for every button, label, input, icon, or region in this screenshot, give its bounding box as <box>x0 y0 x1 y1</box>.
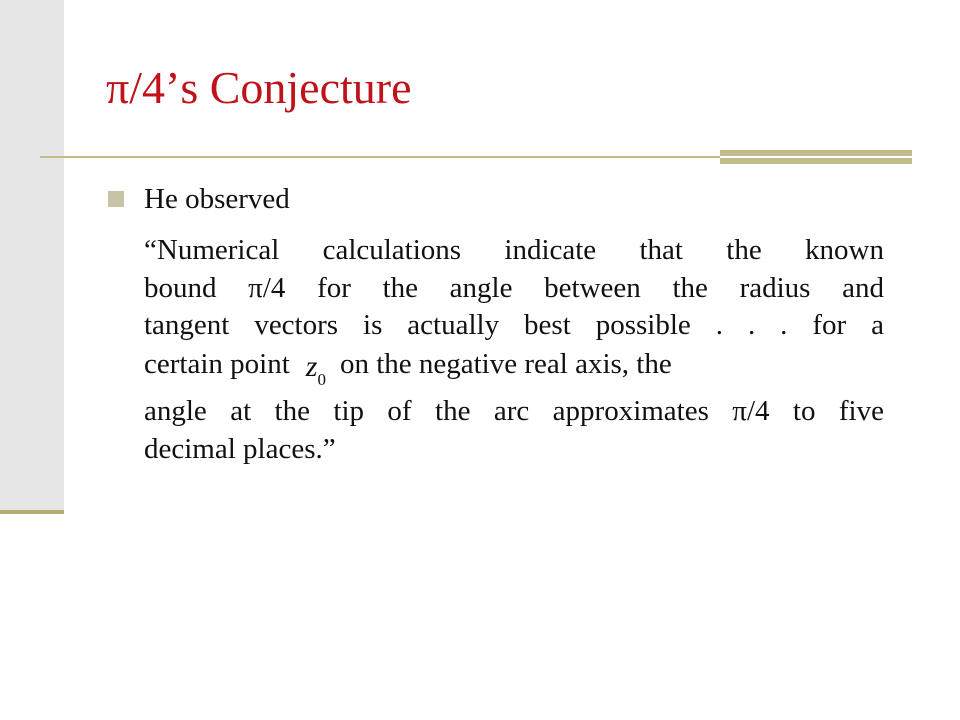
quote-line-1: “Numerical calculations indicate that the known <box>144 234 884 266</box>
title-rule <box>40 156 720 158</box>
quote-line-2: bound π/4 for the angle between the radius and <box>144 271 884 304</box>
math-subscript: 0 <box>317 369 326 389</box>
math-z0 <box>306 348 326 397</box>
quote-line-6: decimal places.” <box>144 432 336 465</box>
math-variable: z <box>305 349 318 383</box>
bullet-item <box>108 181 290 217</box>
quote-line-3: tangent vectors is actually best possible . . . for a <box>144 309 884 341</box>
bullet-square-icon <box>108 191 124 207</box>
quote-line-4-suffix: on the negative real axis, the <box>339 347 672 380</box>
slide-title: π/4’s Conjecture <box>106 62 412 113</box>
left-sidebar-accent <box>0 510 64 514</box>
bullet-text: He observed <box>144 182 290 215</box>
left-sidebar-decoration <box>0 0 64 512</box>
quote-block <box>144 232 884 468</box>
quote-line-4-prefix: certain point <box>144 347 290 380</box>
quote-line-5: angle at the tip of the arc approximates π/4 to five <box>144 395 884 427</box>
title-rule-accent-line <box>720 156 912 158</box>
quote-line-4 <box>144 345 884 394</box>
